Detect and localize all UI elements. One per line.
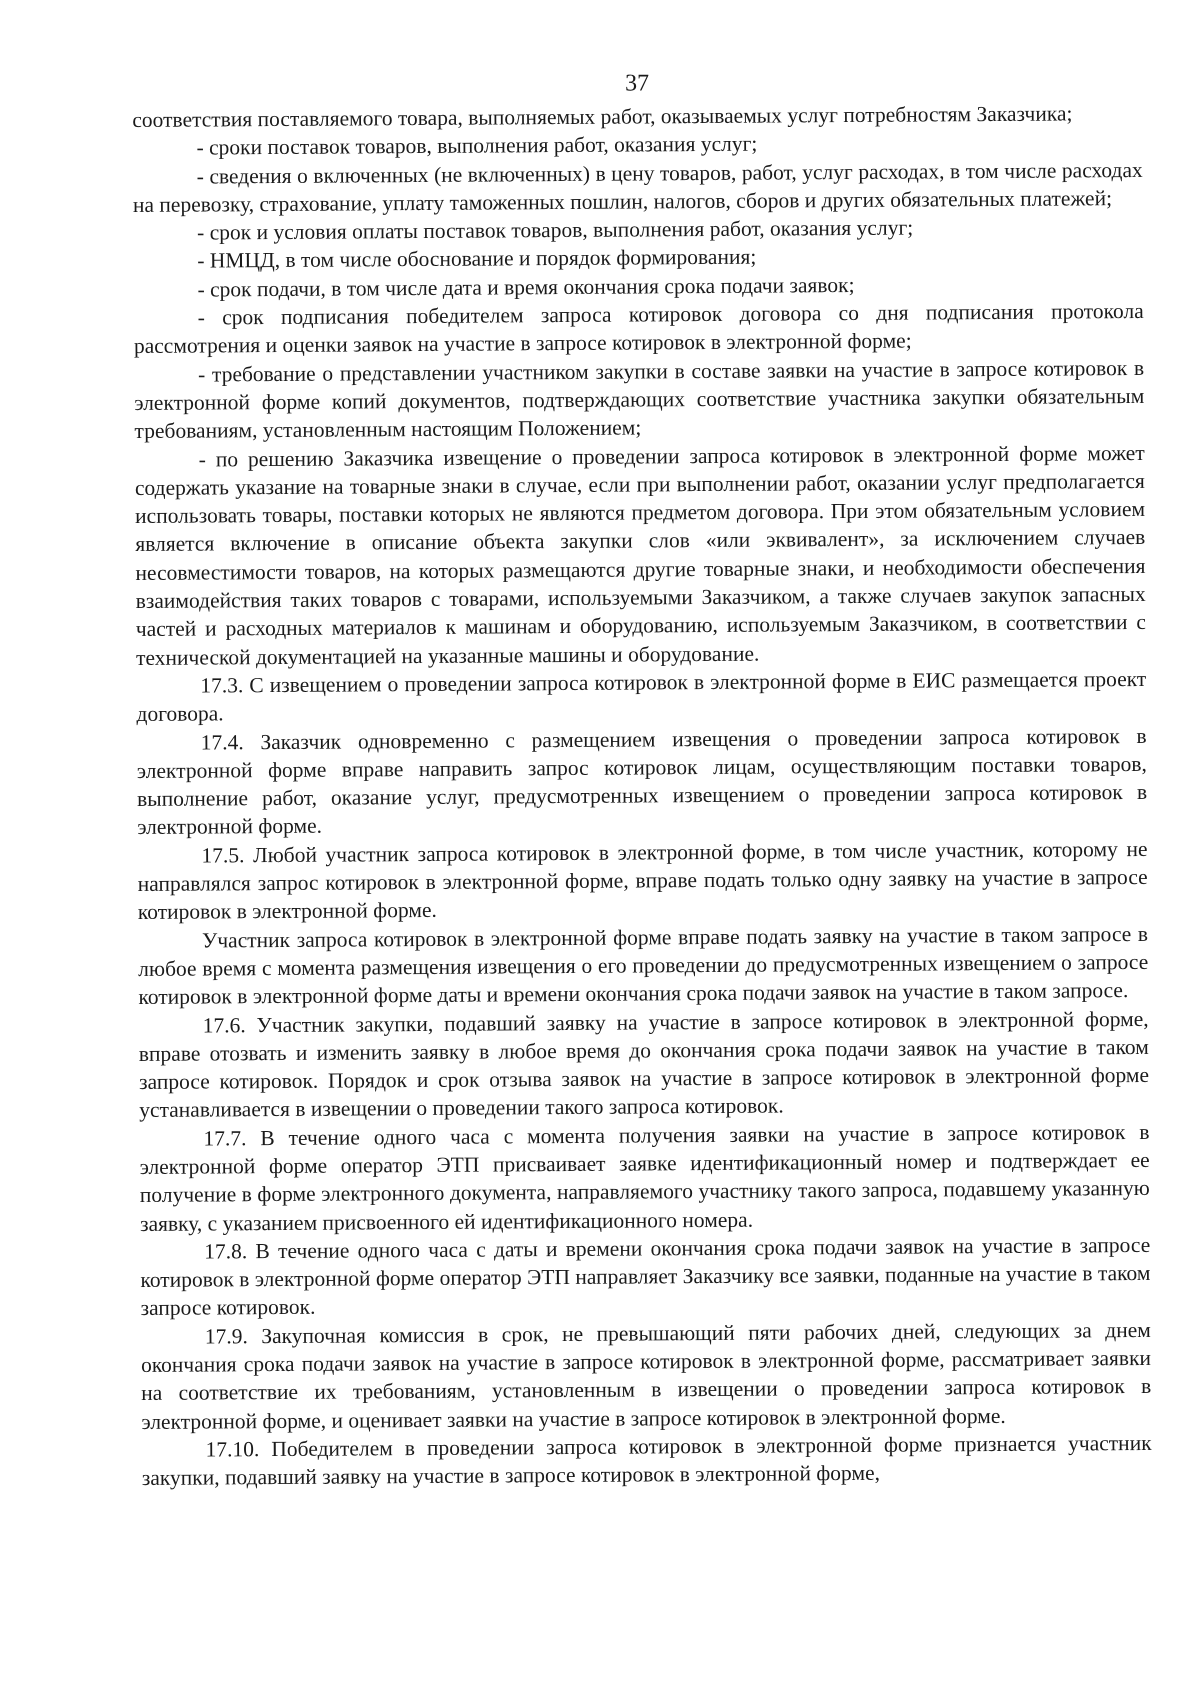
clause-17-3: 17.3. С извещением о проведении запроса котировок в электронной форме в ЕИС размещается проект договора. <box>136 666 1147 727</box>
page-body <box>132 99 1152 1493</box>
list-item-delivery-terms: - сроки поставок товаров, выполнения работ, оказания услуг; <box>196 131 758 160</box>
clause-17-10: 17.10. Победителем в проведении запроса котировок в электронной форме признается участник закупки, подавший заявку на участие в запросе котировок в электронной форме, <box>141 1430 1152 1491</box>
clause-17-4: 17.4. Заказчик одновременно с размещением извещения о проведении запроса котировок в электронной форме вправе направить запрос котировок лицам, осуществляющим поставки товаров, выполнение работ, оказание услуг, предусмотренных извещением о проведении запроса котировок в электронной форме. <box>136 723 1148 840</box>
list-item-submission-deadline: - срок подачи, в том числе дата и время окончания срока подачи заявок; <box>197 272 855 302</box>
list-item-document-copies: - требование о представлении участником закупки в составе заявки на участие в запросе котировок в электронной форме копий документов, подтверждающих соответствие участника закупки обязательным требованиям, установленным настоящим Положением; <box>134 355 1145 444</box>
clause-17-9: 17.9. Закупочная комиссия в срок, не превышающий пяти рабочих дней, следующих за днем окончания срока подачи заявок на участие в запросе котировок в электронной форме, рассматривает заявки на соответствие их требованиям, установленным в извещении о проведении запроса котировок в электронной форме, и оценивает заявки на участие в запросе котировок в электронной форме. <box>140 1317 1152 1434</box>
document-page <box>132 65 1153 1672</box>
list-item-signing-deadline: - срок подписания победителем запроса котировок договора со дня подписания протокола рассмотрения и оценки заявок на участие в запросе котировок в электронной форме; <box>133 299 1144 359</box>
paragraph: соответствия поставляемого товара, выполняемых работ, оказываемых услуг потребностям Заказчика; <box>132 101 1073 132</box>
list-item-payment-terms: - срок и условия оплаты поставок товаров, выполнения работ, оказания услуг; <box>197 215 914 245</box>
clause-17-6: 17.6. Участник закупки, подавший заявку на участие в запросе котировок в электронной форме, вправе отозвать и изменить заявку в любое время до окончания срока подачи заявок на участие в таком запросе котировок. Порядок и срок отзыва заявок на участие в запросе котировок в электронной форме устанавливается в извещении о проведении такого запроса котировок. <box>138 1006 1150 1123</box>
list-item-nmcd: - НМЦД, в том числе обоснование и порядок формирования; <box>197 245 757 274</box>
clause-17-7: 17.7. В течение одного часа с момента получения заявки на участие в запросе котировок в электронной форме оператор ЭТП присваивает заявке идентификационный номер и подтверждает ее получение в форме электронного документа, направляемого участнику такого запроса, подавшему указанную заявку, с указанием присвоенного ей идентификационного номера. <box>139 1119 1150 1236</box>
clause-17-8: 17.8. В течение одного часа с даты и времени окончания срока подачи заявок на участие в запросе котировок в электронной форме оператор ЭТП направляет Заказчику все заявки, поданные на участие в таком запросе котировок. <box>140 1232 1151 1321</box>
clause-17-5-continued: Участник запроса котировок в электронной форме вправе подать заявку на участие в таком запросе в любое время с момента размещения извещения о его проведении до предусмотренных извещением о запросе котировок в электронной форме даты и времени окончания срока подачи заявок на участие в таком запросе. <box>138 921 1149 1010</box>
list-item-trademarks: - по решению Заказчика извещение о проведении запроса котировок в электронной форме может содержать указание на товарные знаки в случае, если при выполнении работ, оказании услуг предполагается использовать товары, поставки которых не являются предметом договора. При этом обязательным условием является включение в описание объекта закупки слов «или эквивалент», за исключением случаев несовместимости товаров, на которых размещаются другие товарные знаки, и необходимости обеспечения взаимодействия таких товаров с товарами, используемыми Заказчиком, а также случаев закупок запасных частей и расходных материалов к машинам и оборудованию, используемым Заказчиком, в соответствии с технической документацией на указанные машины и оборудование. <box>134 440 1146 670</box>
clause-17-5: 17.5. Любой участник запроса котировок в электронной форме, в том числе участник, которому не направлялся запрос котировок в электронной форме, вправе подать только одну заявку на участие в запросе котировок в электронной форме. <box>137 836 1148 925</box>
page-number: 37 <box>625 70 650 97</box>
list-item-price-expenses: - сведения о включенных (не включенных) в цену товаров, работ, услуг расходах, в том числе расходах на перевозку, страхование, уплату таможенных пошлин, налогов, сборов и других обязательных платежей; <box>132 157 1143 217</box>
